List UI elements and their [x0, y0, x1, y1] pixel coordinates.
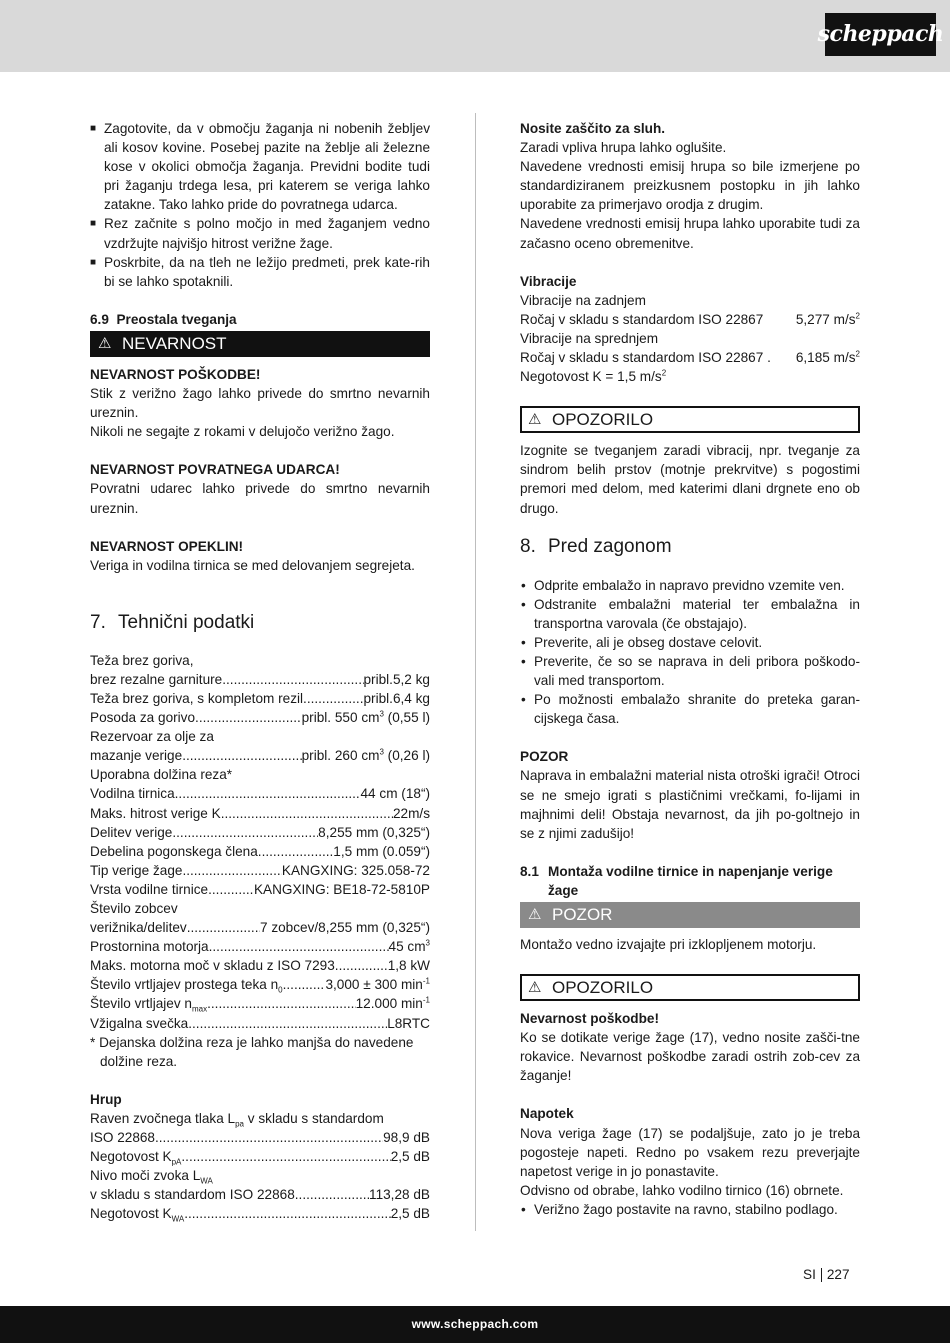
spec-value: pribl.5,2 kg — [363, 671, 430, 687]
danger-banner — [90, 331, 430, 357]
paragraph: Montažo vedno izvajajte pri izklopljenem motorju. — [520, 937, 817, 952]
spec-label: Tip verige žage — [90, 862, 183, 878]
section-number: 8.1 — [520, 863, 539, 879]
danger-label: NEVARNOST — [122, 333, 227, 353]
spec-row — [90, 689, 430, 708]
language-code: SI — [803, 1267, 816, 1282]
paragraph: Ko se dotikate verige žage (17), vedno nosite zašči-tne rokavice. Nevarnost poškodbe zaradi ostrih zob-cev za žaganje! — [520, 1030, 860, 1084]
caution-label: POZOR — [552, 905, 613, 924]
note-heading: Napotek — [520, 1106, 574, 1122]
list-item: ■ Poskrbite, da na tleh ne ležijo predmeti, prek kate-rih bi se lahko spotaknili. — [90, 253, 430, 291]
hazard-text: Stik z verižno žago lahko privede do smrtno nevarnih ureznin. — [90, 386, 430, 421]
spec-row — [90, 1185, 430, 1204]
caution-heading: POZOR — [520, 749, 569, 765]
spec-row — [520, 310, 860, 329]
hazard-heading: NEVARNOST POŠKODBE! — [90, 366, 261, 382]
spec-row — [90, 746, 430, 765]
spec-label: v skladu s standardom ISO 22868 — [90, 1187, 295, 1203]
spec-value: 6,185 $m/s^2$ — [795, 349, 860, 366]
spec-label: Ročaj v skladu s standardom ISO 22867 — [520, 311, 764, 327]
spec-value: 44 cm (18“) — [360, 786, 430, 802]
spec-value: 1,8 kW — [387, 958, 430, 974]
spec-label: Maks. hitrost verige K — [90, 805, 221, 821]
scheppach-logo: scheppach — [825, 13, 936, 56]
spec-row — [90, 804, 430, 823]
paragraph: Navedene vrednosti emisij hrupa lahko uporabite tudi za začasno oceno obremenitve. — [520, 216, 860, 251]
warning-label: OPOZORILO — [552, 978, 654, 998]
spec-row — [90, 823, 430, 842]
spec-label: Rezervoar za olje za — [90, 729, 214, 745]
spec-row — [90, 1128, 430, 1147]
spec-value: 98,9 dB — [383, 1130, 430, 1146]
spec-value: pribl. 260 $cm^3$ (0,26 l) — [301, 747, 430, 764]
spec-row — [90, 880, 430, 899]
section-7-heading — [90, 611, 430, 635]
paragraph: Odvisno od obrabe, lahko vodilno tirnico (16) obrnete. — [520, 1182, 844, 1198]
list-item: • Odprite embalažo in napravo previdno vzemite ven. — [520, 576, 860, 595]
spec-label: Vrsta vodilne tirnice — [90, 881, 209, 897]
before-start-list — [520, 576, 860, 729]
spec-label: Število vrtljajev prostega teka $n_0$ — [90, 977, 283, 996]
hazard-heading: NEVARNOST POVRATNEGA UDARCA! — [90, 462, 340, 478]
spec-value: 7 zobcev/8,255 mm (0,325“) — [259, 920, 430, 936]
list-item: • Odstranite embalažni material ter embalažna in transportna varovala (če obstajajo). — [520, 595, 860, 633]
list-item: • Preverite, ali je obseg dostave celovit. — [520, 633, 860, 652]
spec-row — [90, 861, 430, 880]
spec-label: ISO 22868 — [90, 1130, 155, 1146]
spec-value: 5,277 $m/s^2$ — [795, 311, 860, 327]
spec-row — [90, 994, 430, 1013]
section-6-9-heading — [90, 310, 430, 329]
section-8-heading — [520, 535, 860, 559]
spec-label: Prostornina motorja — [90, 939, 209, 955]
spec-label: Število vrtljajev $n_{max}$ — [90, 996, 208, 1015]
paragraph: Zaradi vpliva hrupa lahko oglušite. — [520, 140, 727, 156]
spec-row — [90, 784, 430, 803]
warning-box — [520, 406, 860, 433]
hazard-heading: NEVARNOST OPEKLIN! — [90, 538, 244, 554]
spec-row — [90, 708, 430, 727]
list-item: ■ Zagotovite, da v območju žaganja ni nobenih žebljev ali kosov kovine. Posebej pazite na žeblje ali železne kose v okolici območja žaganja. Previdni bodite tudi pri žaganju trdega lesa, pri katerem se veriga lahko zatakne. Tako lahko pride do povratnega udarca. — [90, 119, 430, 214]
spec-value: 22m/s — [392, 805, 430, 821]
spec-value: 1,5 mm (0.059“) — [333, 843, 430, 859]
spec-value: pribl.6,4 kg — [363, 690, 430, 706]
spec-value: pribl. 550 $cm^3$ (0,55 l) — [301, 709, 430, 726]
list-item: ■ Rez začnite s polno močjo in med žaganjem vedno vzdržujte najvišjo hitrost verižne žage. — [90, 214, 430, 252]
spec-value: 8,255 mm (0,325“) — [318, 824, 430, 840]
column-divider — [475, 113, 476, 1231]
spec-label: Teža brez goriva, s kompletom rezil — [90, 690, 304, 706]
bottom-bar — [0, 1306, 950, 1343]
paragraph: Nova veriga žage (17) se podaljšuje, zato jo je treba pogosteje napeti. Redno po vsakem rezu preverjajte napetost verige in jo ponastavite. — [520, 1125, 860, 1179]
spec-row — [90, 975, 430, 994]
hazard-text: Nikoli ne segajte z rokami v delujočo verižno žago. — [90, 424, 395, 440]
hazard-text: Povratni udarec lahko privede do smrtno nevarnih ureznin. — [90, 481, 430, 516]
paragraph: Vibracije na sprednjem — [520, 330, 659, 346]
right-column — [520, 119, 860, 1219]
spec-label: Ročaj v skladu s standardom ISO 22867 . — [520, 350, 771, 366]
spec-value: 2,5 dB — [390, 1206, 430, 1222]
section-title: Preostala tveganja — [116, 311, 237, 327]
spec-label: Vžigalna svečka — [90, 1015, 189, 1031]
list-item: • Verižno žago postavite na ravno, stabilno podlago. — [520, 1200, 860, 1219]
spec-row — [90, 956, 430, 975]
warning-label: OPOZORILO — [552, 410, 654, 430]
warning-box — [520, 974, 860, 1001]
spec-row — [520, 348, 860, 367]
ear-protection-heading: Nosite zaščito za sluh. — [520, 121, 666, 136]
spec-label: brez rezalne garniture — [90, 671, 223, 687]
paragraph: Navedene vrednosti emisij hrupa so bile izmerjene po standardiziranem preizkusnem postopku in jih lahko uporabite za primerjavo orodja z drugim. — [520, 159, 860, 213]
spec-label: Nivo moči zvoka $L_{WA}$ — [90, 1168, 213, 1186]
spec-row — [90, 1147, 430, 1166]
section-title: Tehnični podatki — [118, 611, 255, 633]
warning-triangle-icon: ⚠ — [528, 979, 542, 997]
top-bar — [0, 0, 950, 72]
safety-bullet-list — [90, 119, 430, 291]
spec-label: Maks. motorna moč v skladu z ISO 7293 — [90, 958, 335, 974]
spec-value: 113,28 dB — [369, 1187, 430, 1203]
warning-triangle-icon: ⚠ — [528, 411, 542, 429]
spec-value: 45 $cm^3$ — [388, 938, 430, 955]
spec-value: L8RTC — [387, 1015, 430, 1031]
noise-heading: Hrup — [90, 1091, 122, 1107]
spec-row — [90, 937, 430, 956]
spec-row — [90, 1014, 430, 1033]
caution-banner — [520, 902, 860, 928]
paragraph: Negotovost K = 1,5 $m/s^2$ — [520, 368, 667, 385]
spec-label: Vodilna tirnica — [90, 786, 175, 802]
spec-value: 3,000 ± 300 $\min^{-1}$ — [325, 976, 430, 993]
spec-value: 2,5 dB — [390, 1149, 430, 1165]
spec-label: Negotovost $K_{WA}$ — [90, 1206, 185, 1225]
section-number: 6.9 — [90, 311, 109, 327]
list-item: • Preverite, če so se naprava in deli pribora poškodo-vali med transportom. — [520, 652, 860, 690]
section-number: 7. — [90, 611, 106, 633]
spec-label: Delitev verige — [90, 824, 173, 840]
spec-label: verižnika/delitev — [90, 920, 187, 936]
page-number-value: 227 — [826, 1267, 850, 1282]
warning-triangle-icon: ⚠ — [528, 906, 542, 923]
section-number: 8. — [520, 535, 536, 557]
spec-label: Število zobcev — [90, 901, 178, 916]
spec-value: KANGXING: 325.058-72 — [281, 862, 430, 878]
section-title: Montaža vodilne tirnice in napenjanje verige žage — [548, 863, 833, 898]
spec-row — [90, 918, 430, 937]
list-item: • Po možnosti embalažo shranite do preteka garan-cijskega časa. — [520, 690, 860, 728]
spec-label: Uporabna dolžina reza* — [90, 767, 233, 783]
spec-label: mazanje verige — [90, 748, 183, 764]
spec-row — [90, 842, 430, 861]
noise-specs — [90, 1090, 430, 1224]
paragraph: Vibracije na zadnjem — [520, 292, 646, 308]
spec-label: Negotovost $K_{pA}$ — [90, 1149, 182, 1167]
spec-value: 12.000 $\min^{-1}$ — [355, 995, 430, 1012]
warning-triangle-icon: ⚠ — [98, 334, 112, 352]
spec-label: Raven zvočnega tlaka $L_{pa}$ v skladu s standardom — [90, 1110, 384, 1129]
note-list — [520, 1200, 860, 1219]
spec-row — [90, 1204, 430, 1223]
vibration-heading: Vibracije — [520, 273, 577, 289]
left-column — [90, 119, 430, 1224]
paragraph: Naprava in embalažni material nista otroški igrači! Otroci se ne smejo igrati s plastičnimi vrečkami, fo-lijami in majhnimi deli! Obstaja nevarnost, da jih po-goltnejo in se z njimi zadušijo! — [520, 768, 860, 841]
spec-label: Teža brez goriva, — [90, 652, 194, 668]
vibration-block — [520, 272, 860, 387]
section-8-1-heading — [520, 862, 860, 900]
section-title: Pred zagonom — [548, 535, 672, 557]
spec-label: Posoda za gorivo — [90, 710, 196, 726]
injury-heading: Nevarnost poškodbe! — [520, 1011, 659, 1027]
website-link[interactable]: www.scheppach.com — [411, 1317, 539, 1331]
page-number — [803, 1265, 850, 1284]
paragraph: Izognite se tveganjem zaradi vibracij, npr. tveganje za sindrom belih prstov (motnje prekrvitve) s pogostimi premori med delom, med katerimi dlani drgnete eno ob drugo. — [520, 443, 860, 516]
spec-table — [90, 651, 430, 1071]
spec-label: Debelina pogonskega člena — [90, 843, 258, 859]
hazard-text: Veriga in vodilna tirnica se med delovanjem segrejeta. — [90, 557, 415, 573]
spec-row — [90, 670, 430, 689]
spec-footnote: * Dejanska dolžina reza je lahko manjša do navedene dolžine reza. — [90, 1034, 414, 1069]
spec-value: KANGXING: BE18-72-5810P — [253, 881, 430, 897]
